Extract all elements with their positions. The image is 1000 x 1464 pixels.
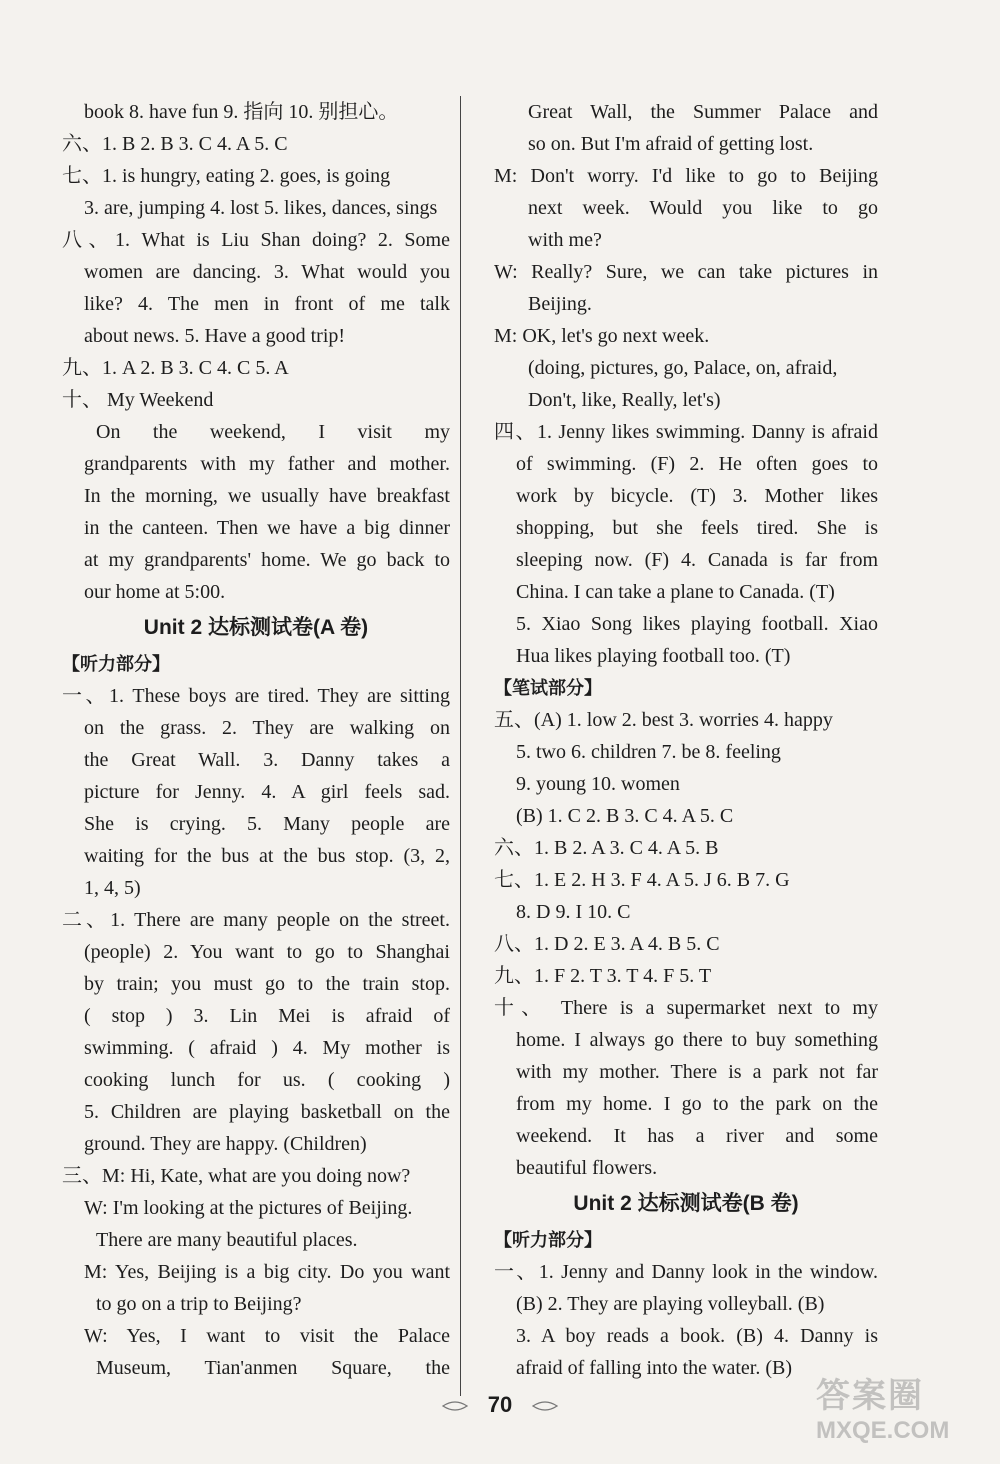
left-line: swimming. ( afraid ) 4. My mother is (84, 1037, 450, 1059)
right-line: Hua likes playing football too. (T) (516, 645, 791, 667)
right-line: (doing, pictures, go, Palace, on, afraid, (528, 357, 838, 379)
left-line: women are dancing. 3. What would you (84, 261, 450, 283)
left-line: waiting for the bus at the bus stop. (3, 2, (84, 845, 450, 867)
left-line: She is crying. 5. Many people are (84, 813, 450, 835)
watermark-text: 答案圈 (816, 1377, 924, 1415)
left-line: grandparents with my father and mother. (84, 453, 450, 475)
right-line: from my home. I go to the park on the (516, 1093, 878, 1115)
right-line: 3. A boy reads a book. (B) 4. Danny is (516, 1325, 878, 1347)
right-line: beautiful flowers. (516, 1157, 658, 1179)
left-line: 5. Children are playing basketball on the (84, 1101, 450, 1123)
right-line: with my mother. There is a park not far (516, 1061, 878, 1083)
right-line: 六、1. B 2. A 3. C 4. A 5. B (494, 837, 719, 859)
right-line: M: Don't worry. I'd like to go to Beijing (494, 165, 878, 187)
right-line: Beijing. (528, 293, 592, 315)
watermark (816, 1368, 986, 1448)
right-line: with me? (528, 229, 602, 251)
left-column (62, 96, 450, 1384)
left-line: (people) 2. You want to go to Shanghai (84, 941, 450, 963)
left-line: On the weekend, I visit my (96, 421, 450, 443)
left-line: 七、1. is hungry, eating 2. goes, is going (62, 165, 391, 187)
left-line: like? 4. The men in front of me talk (84, 293, 450, 315)
right-line: Great Wall, the Summer Palace and (528, 101, 878, 123)
left-line: the Great Wall. 3. Danny takes a (84, 749, 450, 771)
left-line: 三、M: Hi, Kate, what are you doing now? (62, 1165, 411, 1187)
right-line: sleeping now. (F) 4. Canada is far from (516, 549, 878, 571)
right-line: home. I always go there to buy something (516, 1029, 878, 1051)
left-line: 一、1. These boys are tired. They are sitting (62, 685, 450, 707)
right-line: so on. But I'm afraid of getting lost. (528, 133, 814, 155)
left-line: cooking lunch for us. ( cooking ) (84, 1069, 450, 1091)
right-line: work by bicycle. (T) 3. Mother likes (516, 485, 878, 507)
column-divider (460, 96, 461, 1396)
right-line: 一、1. Jenny and Danny look in the window. (494, 1261, 878, 1283)
right-line: of swimming. (F) 2. He often goes to (516, 453, 878, 475)
right-ornament-icon (532, 1400, 558, 1412)
left-line: In the morning, we usually have breakfast (84, 485, 450, 507)
right-line: weekend. It has a river and some (516, 1125, 878, 1147)
left-line: ground. They are happy. (Children) (84, 1133, 367, 1155)
right-line: W: Really? Sure, we can take pictures in (494, 261, 878, 283)
right-line: 8. D 9. I 10. C (516, 901, 631, 923)
left-line: W: I'm looking at the pictures of Beijing. (84, 1197, 413, 1219)
left-line: 十、 My Weekend (62, 389, 214, 411)
left-line: 六、1. B 2. B 3. C 4. A 5. C (62, 133, 288, 155)
left-line: in the canteen. Then we have a big dinner (84, 517, 450, 539)
left-line: by train; you must go to the train stop. (84, 973, 450, 995)
left-line: 【听力部分】 (62, 654, 170, 674)
right-line: (B) 1. C 2. B 3. C 4. A 5. C (516, 805, 734, 827)
left-ornament-icon (442, 1400, 468, 1412)
left-line: 3. are, jumping 4. lost 5. likes, dances, sings (84, 197, 438, 219)
left-line: on the grass. 2. They are walking on (84, 717, 450, 739)
right-line: shopping, but she feels tired. She is (516, 517, 878, 539)
left-line: W: Yes, I want to visit the Palace (84, 1325, 450, 1347)
right-line: 十、 There is a supermarket next to my (494, 997, 878, 1019)
right-line: China. I can take a plane to Canada. (T) (516, 581, 835, 603)
left-line: M: Yes, Beijing is a big city. Do you want (84, 1261, 450, 1283)
right-line: next week. Would you like to go (528, 197, 878, 219)
right-line: 5. Xiao Song likes playing football. Xiao (516, 613, 878, 635)
right-column (494, 96, 878, 1384)
left-line: Unit 2 达标测试卷(A 卷) (143, 616, 369, 639)
right-line: 5. two 6. children 7. be 8. feeling (516, 741, 781, 763)
watermark-url: MXQE.COM (816, 1417, 950, 1444)
left-line: book 8. have fun 9. 指向 10. 别担心。 (84, 101, 399, 123)
left-line: There are many beautiful places. (96, 1229, 358, 1251)
right-line: 四、1. Jenny likes swimming. Danny is afraid (494, 421, 878, 443)
left-line: 1, 4, 5) (84, 877, 141, 899)
left-line: our home at 5:00. (84, 581, 226, 603)
right-line: 五、(A) 1. low 2. best 3. worries 4. happy (494, 709, 833, 731)
left-line: 八、1. What is Liu Shan doing? 2. Some (62, 229, 450, 251)
left-line: to go on a trip to Beijing? (96, 1293, 302, 1315)
right-line: 9. young 10. women (516, 773, 680, 795)
left-line: ( stop ) 3. Lin Mei is afraid of (84, 1005, 450, 1027)
right-line: 【听力部分】 (494, 1230, 602, 1250)
left-line: about news. 5. Have a good trip! (84, 325, 346, 347)
right-line: (B) 2. They are playing volleyball. (B) (516, 1293, 825, 1315)
left-line: picture for Jenny. 4. A girl feels sad. (84, 781, 450, 803)
right-line: 八、1. D 2. E 3. A 4. B 5. C (494, 933, 720, 955)
right-line: Unit 2 达标测试卷(B 卷) (573, 1192, 799, 1215)
left-line: 二、1. There are many people on the street. (62, 909, 450, 931)
left-line: 九、1. A 2. B 3. C 4. C 5. A (62, 357, 289, 379)
right-line: 九、1. F 2. T 3. T 4. F 5. T (494, 965, 712, 987)
right-line: M: OK, let's go next week. (494, 325, 710, 347)
left-line: Museum, Tian'anmen Square, the (96, 1357, 450, 1379)
right-line: 七、1. E 2. H 3. F 4. A 5. J 6. B 7. G (494, 869, 790, 891)
right-line: Don't, like, Really, let's) (528, 389, 721, 411)
right-line: afraid of falling into the water. (B) (516, 1357, 793, 1379)
right-line: 【笔试部分】 (494, 678, 602, 698)
left-line: at my grandparents' home. We go back to (84, 549, 450, 571)
page-number: 70 (487, 1392, 513, 1417)
